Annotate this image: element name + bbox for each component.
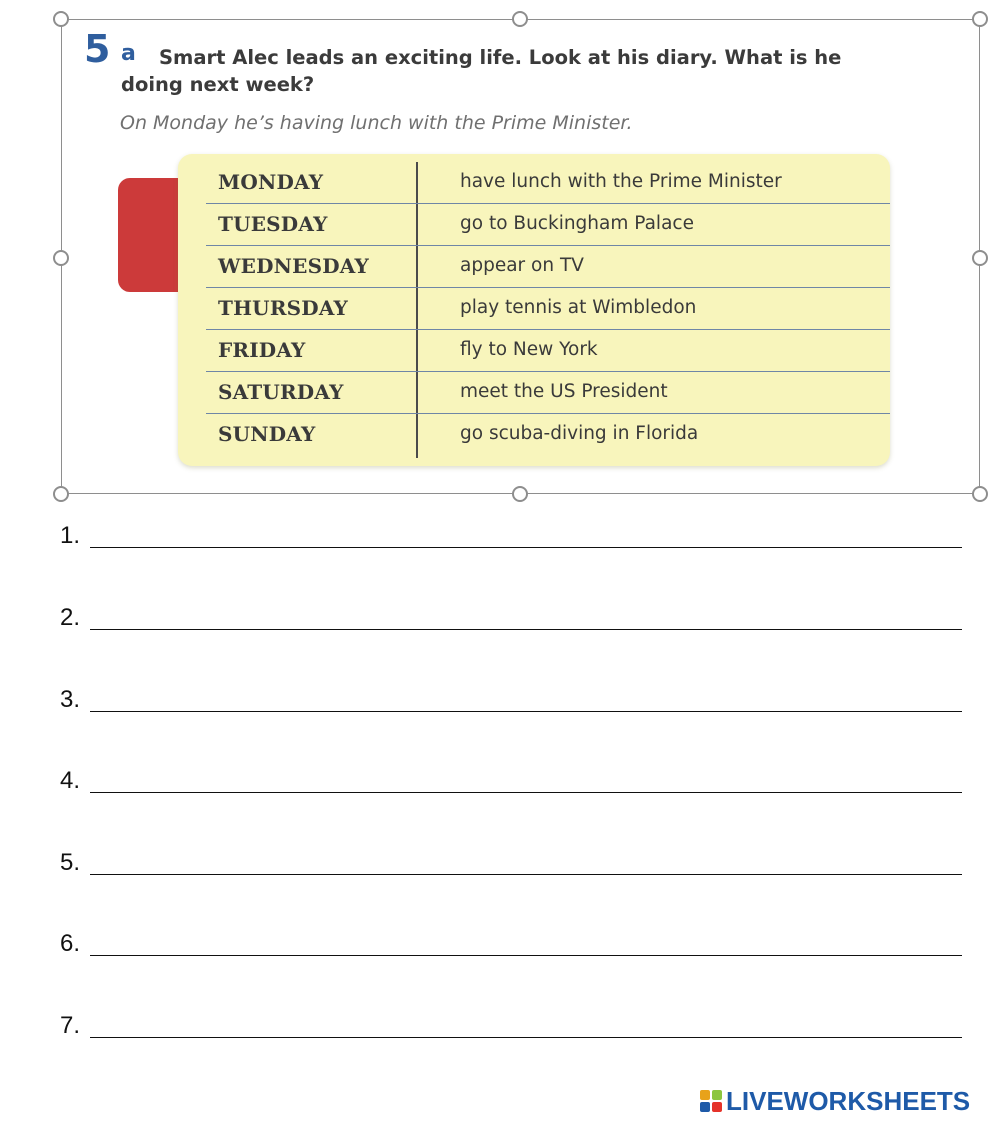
answer-number: 3. (60, 686, 81, 713)
answer-item (60, 508, 962, 548)
diary-day: MONDAY (218, 170, 324, 194)
exercise-letter: a (121, 41, 136, 66)
diary-plan: have lunch with the Prime Minister (460, 171, 782, 192)
answer-item (60, 998, 962, 1038)
logo-square (712, 1090, 722, 1100)
answer-number: 7. (60, 1012, 81, 1039)
answer-item (60, 753, 962, 793)
diary-plan: go to Buckingham Palace (460, 213, 694, 234)
logo-square (712, 1102, 722, 1112)
resize-handle-bottom-left[interactable] (53, 486, 69, 502)
logo-text: LIVEWORKSHEETS (726, 1085, 971, 1116)
resize-handle-bottom-center[interactable] (512, 486, 528, 502)
liveworksheets-logo (700, 1086, 970, 1116)
answer-input[interactable] (90, 547, 962, 548)
resize-handle-middle-left[interactable] (53, 250, 69, 266)
diary-plan: meet the US President (460, 381, 668, 402)
diary-row (206, 246, 890, 288)
diary-plan: play tennis at Wimbledon (460, 297, 697, 318)
diary-plan: go scuba-diving in Florida (460, 423, 699, 444)
answer-input[interactable] (90, 874, 962, 875)
diary-plan: fly to New York (460, 339, 598, 360)
diary-day: THURSDAY (218, 296, 349, 320)
diary-day: FRIDAY (218, 338, 306, 362)
diary-row (206, 204, 890, 246)
diary-day: SATURDAY (218, 380, 344, 404)
resize-handle-middle-right[interactable] (972, 250, 988, 266)
answer-item (60, 835, 962, 875)
resize-handle-top-center[interactable] (512, 11, 528, 27)
answer-number: 4. (60, 767, 81, 794)
diary-day: SUNDAY (218, 422, 316, 446)
logo-square (700, 1102, 710, 1112)
answer-number: 1. (60, 522, 81, 549)
logo-square (700, 1090, 710, 1100)
diary-day: WEDNESDAY (218, 254, 369, 278)
diary-row (206, 372, 890, 414)
answer-number: 2. (60, 604, 81, 631)
diary-row (206, 414, 890, 456)
answer-item (60, 590, 962, 630)
resize-handle-bottom-right[interactable] (972, 486, 988, 502)
answer-input[interactable] (90, 629, 962, 630)
diary-card (178, 154, 890, 466)
diary-row (206, 162, 890, 204)
answer-number: 6. (60, 930, 81, 957)
diary-row (206, 288, 890, 330)
answer-number: 5. (60, 849, 81, 876)
answer-input[interactable] (90, 1037, 962, 1038)
answer-item (60, 916, 962, 956)
example-sentence: On Monday he’s having lunch with the Prime Minister. (120, 112, 633, 134)
diary-plan: appear on TV (460, 255, 584, 276)
diary-day: TUESDAY (218, 212, 328, 236)
answer-input[interactable] (90, 711, 962, 712)
exercise-number: 5 (84, 27, 111, 71)
logo-squares-icon (700, 1090, 722, 1112)
diary-row (206, 330, 890, 372)
exercise-instruction: Smart Alec leads an exciting life. Look at his diary. What is he doing next week? (121, 46, 842, 96)
answer-input[interactable] (90, 955, 962, 956)
answer-input[interactable] (90, 792, 962, 793)
resize-handle-top-right[interactable] (972, 11, 988, 27)
answer-item (60, 672, 962, 712)
resize-handle-top-left[interactable] (53, 11, 69, 27)
